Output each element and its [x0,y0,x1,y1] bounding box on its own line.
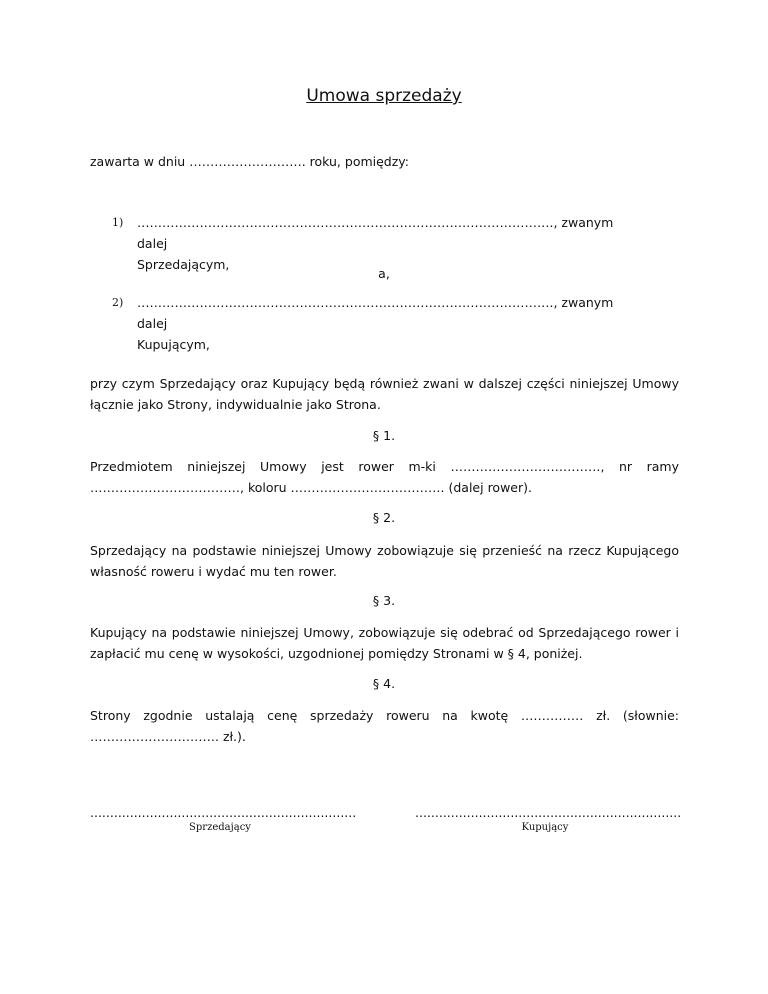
section2-body [90,540,679,582]
conjunction: a, [378,266,390,281]
section4-body [90,705,679,747]
party2-block [137,292,627,355]
section1-heading: § 1. [372,428,396,443]
parties-line2-post: . [376,397,381,412]
term-strona: Strona [335,397,377,412]
parties-line2 [90,394,679,415]
party1-line: ………………………………………………………………………………………., zwanym dalej [137,215,614,251]
section1-body [90,456,679,498]
section2-heading: § 2. [372,510,396,525]
parties-line2-pre: łącznie jako [90,397,168,412]
section2-line1: Sprzedający na podstawie niniejszej Umowy zobowiązuje się przenieść na rzecz Kupującego [90,543,679,558]
party1-number: 1) [112,216,124,229]
section1-line2: ………………………………, koloru ………………………………. (dalej rower). [90,480,532,495]
intro-text: zawarta w dniu ………………………. roku, pomiędzy: [90,154,410,169]
party2-number: 2) [112,296,124,309]
section4-heading: § 4. [372,676,396,691]
party2-name: Kupującym, [137,337,210,352]
buyer-signature-line: ................................................................... [415,805,682,820]
section3-body [90,622,679,664]
seller-signature-line: ................................................................... [90,805,357,820]
term-strony: Strony [167,397,208,412]
parties-paragraph [90,373,679,415]
section3-line1: Kupujący na podstawie niniejszej Umowy, zobowiązuje się odebrać od Sprzedającego rower i [90,625,679,640]
party1-name: Sprzedającym, [137,257,230,272]
section4-line2: …………………………. zł.). [90,729,246,744]
document-title: Umowa sprzedaży [306,86,462,106]
parties-line1: przy czym Sprzedający oraz Kupujący będą również zwani w dalszej części niniejszej Umowy [90,376,679,391]
section4-line1: Strony zgodnie ustalają cenę sprzedaży roweru na kwotę …………… zł. (słownie: [90,708,679,723]
section3-heading: § 3. [372,593,396,608]
section1-line1: Przedmiotem niniejszej Umowy jest rower m-ki ………………………………, nr ramy [90,459,679,474]
party2-line: ………………………………………………………………………………………., zwanym dalej [137,295,614,331]
parties-line2-mid: , indywidualnie jako [207,397,336,412]
buyer-signature-label: Kupujący [521,822,569,833]
seller-signature-label: Sprzedający [189,822,251,833]
section2-line2: własność roweru i wydać mu ten rower. [90,564,337,579]
section3-line2: zapłacić mu cenę w wysokości, uzgodnionej pomiędzy Stronami w § 4, poniżej. [90,646,583,661]
